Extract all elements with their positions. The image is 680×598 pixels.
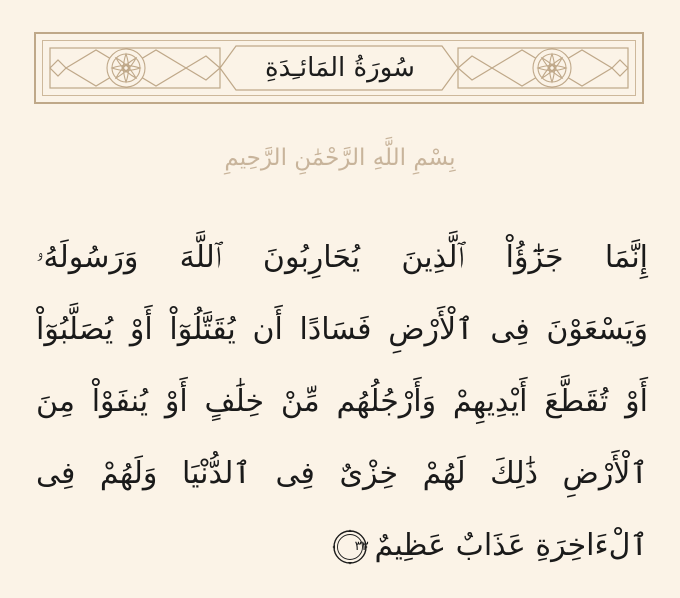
verse-line-last [36,510,648,582]
verse-line: وَيَسْعَوْنَ فِى ٱلْأَرْضِ فَسَادًا أَن يُقَتَّلُوٓاْ أَوْ يُصَلَّبُوٓاْ [36,312,648,347]
verse-line: أَوْ تُقَطَّعَ أَيْدِيهِمْ وَأَرْجُلُهُم مِّنْ خِلَٰفٍ أَوْ يُنفَوْاْ مِنَ [36,384,648,419]
verse-line: إِنَّمَا جَزَٰٓؤُاْ ٱلَّذِينَ يُحَارِبُونَ ٱللَّهَ وَرَسُولَهُۥ [36,240,648,275]
ayah-number-marker [331,528,369,566]
verse-text [36,222,648,582]
verse-line: ٱلْأَرْضِ ذَٰلِكَ لَهُمْ خِزْىٌ فِى ٱلدُّنْيَا وَلَهُمْ فِى [36,456,648,491]
basmala: بِسْمِ اللَّهِ الرَّحْمَٰنِ الرَّحِيمِ [224,145,456,171]
surah-title: سُورَةُ المَائـِدَةِ [265,53,415,83]
right-rosette-icon [533,49,571,87]
left-rosette-icon [107,49,145,87]
verse-line-last-text: ٱلْءَاخِرَةِ عَذَابٌ عَظِيمٌ [374,528,648,563]
ayah-number: ٣٣ [354,538,369,554]
